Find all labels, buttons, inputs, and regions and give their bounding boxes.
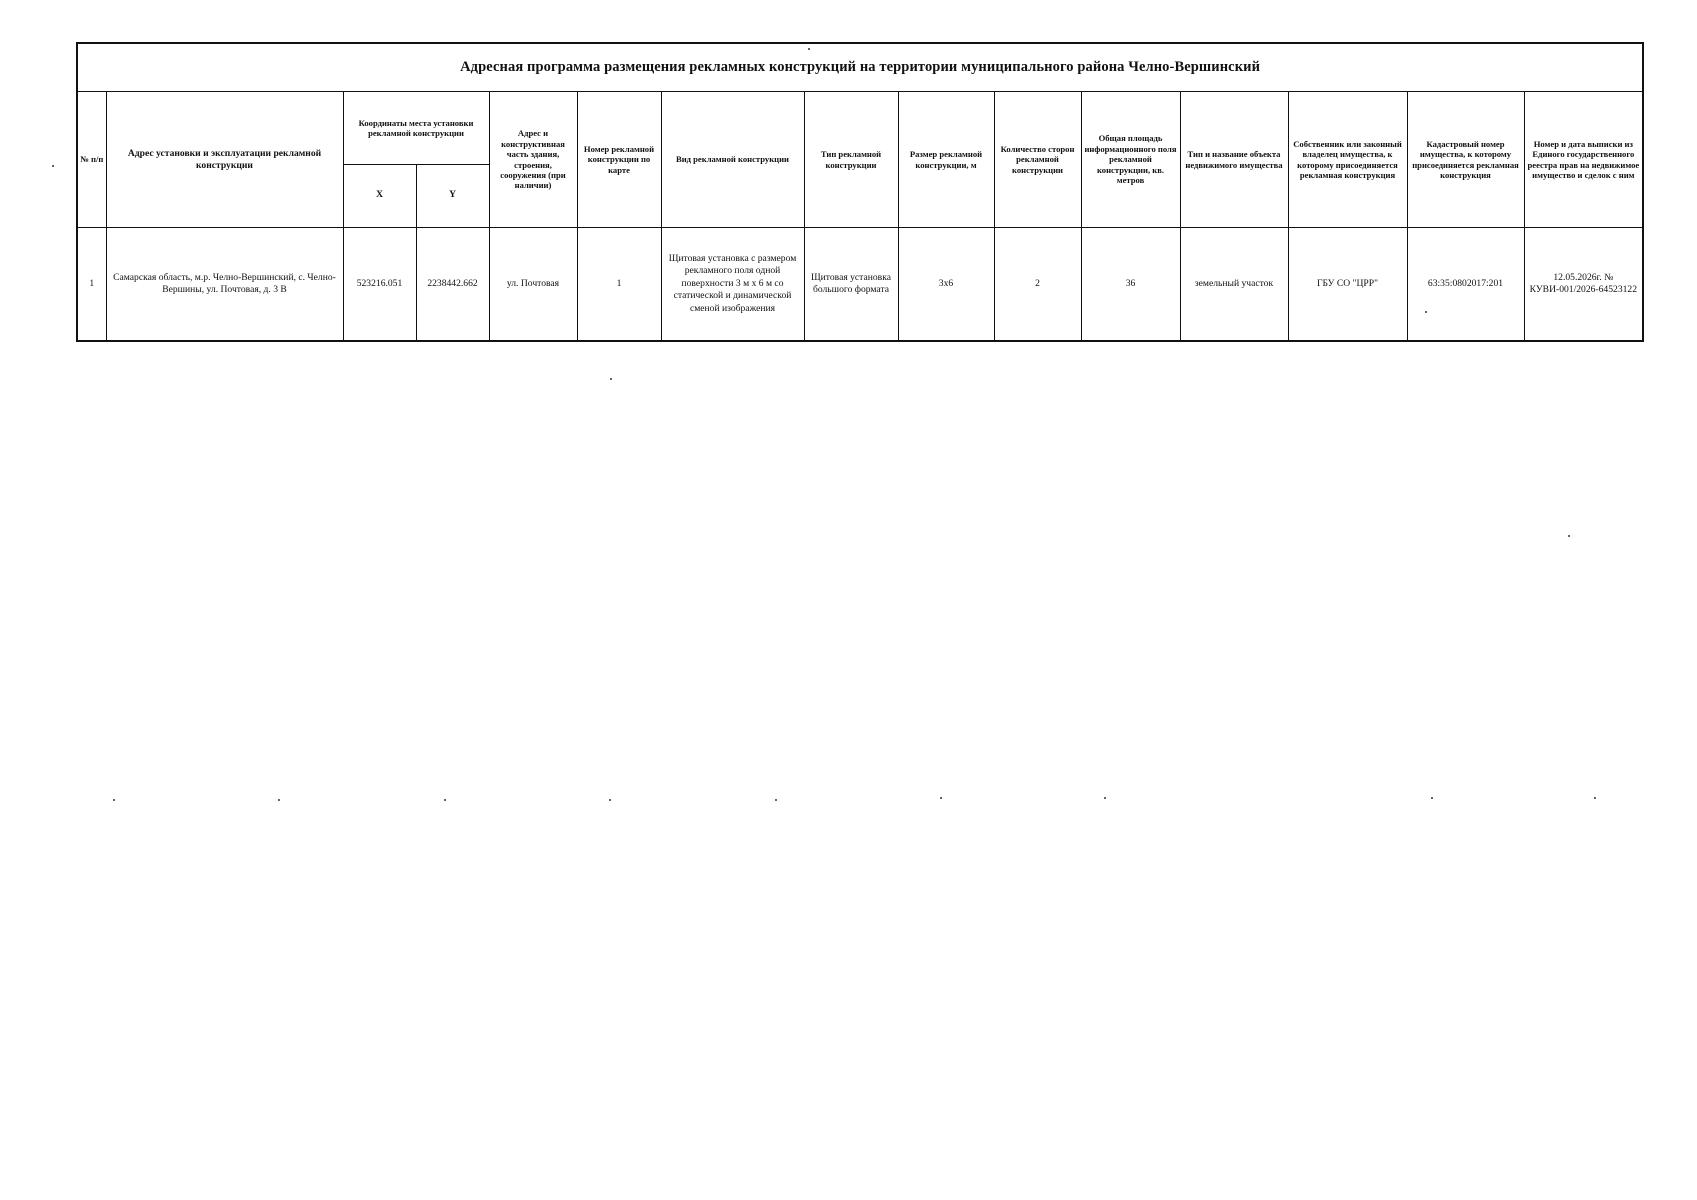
header-construction-type: Тип рекламной конструкции: [804, 92, 898, 228]
header-info-area: Общая площадь информационного поля рекламной конструкции, кв. метров: [1081, 92, 1180, 228]
cell-address: Самарская область, м.р. Челно-Вершинский, с. Челно-Вершины, ул. Почтовая, д. 3 В: [106, 228, 343, 342]
header-cadastral-number: Кадастровый номер имущества, к которому присоединяется рекламная конструкция: [1407, 92, 1524, 228]
cell-construction-kind: Щитовая установка с размером рекламного поля одной поверхности 3 м х 6 м со статической и динамической сменой изображения: [661, 228, 804, 342]
advertising-register-table: [76, 42, 1644, 342]
cell-sides-count: 2: [994, 228, 1081, 342]
cell-coord-y: 2238442.662: [416, 228, 489, 342]
cell-owner: ГБУ СО "ЦРР": [1288, 228, 1407, 342]
header-owner: Собственник или законный владелец имущества, к которому присоединяется рекламная конструкция: [1288, 92, 1407, 228]
header-construction-kind: Вид рекламной конструкции: [661, 92, 804, 228]
header-map-number: Номер рекламной конструкции по карте: [577, 92, 661, 228]
header-coord-x: X: [343, 165, 416, 228]
header-building-part: Адрес и конструктивная часть здания, строения, сооружения (при наличии): [489, 92, 577, 228]
cell-building-part: ул. Почтовая: [489, 228, 577, 342]
cell-construction-size: 3х6: [898, 228, 994, 342]
cell-cadastral-number: 63:35:0802017:201: [1407, 228, 1524, 342]
table-row: [77, 228, 1643, 342]
cell-info-area: 36: [1081, 228, 1180, 342]
document-sheet: [76, 42, 1642, 342]
header-num: № п/п: [77, 92, 106, 228]
header-construction-size: Размер рекламной конструкции, м: [898, 92, 994, 228]
header-coordinates: Координаты места установки рекламной конструкции: [343, 92, 489, 165]
header-property-type: Тип и название объекта недвижимого имущества: [1180, 92, 1288, 228]
cell-construction-type: Щитовая установка большого формата: [804, 228, 898, 342]
cell-property-type: земельный участок: [1180, 228, 1288, 342]
cell-egrn-extract: 12.05.2026г. № КУВИ-001/2026-64523122: [1524, 228, 1643, 342]
cell-coord-x: 523216.051: [343, 228, 416, 342]
header-coord-y: Y: [416, 165, 489, 228]
document-title: Адресная программа размещения рекламных конструкций на территории муниципального района Челно-Вершинский: [77, 43, 1643, 92]
header-address: Адрес установки и эксплуатации рекламной конструкции: [106, 92, 343, 228]
header-egrn-extract: Номер и дата выписки из Единого государственного реестра прав на недвижимое имущество и сделок с ним: [1524, 92, 1643, 228]
cell-num: 1: [77, 228, 106, 342]
header-sides-count: Количество сторон рекламной конструкции: [994, 92, 1081, 228]
cell-map-number: 1: [577, 228, 661, 342]
